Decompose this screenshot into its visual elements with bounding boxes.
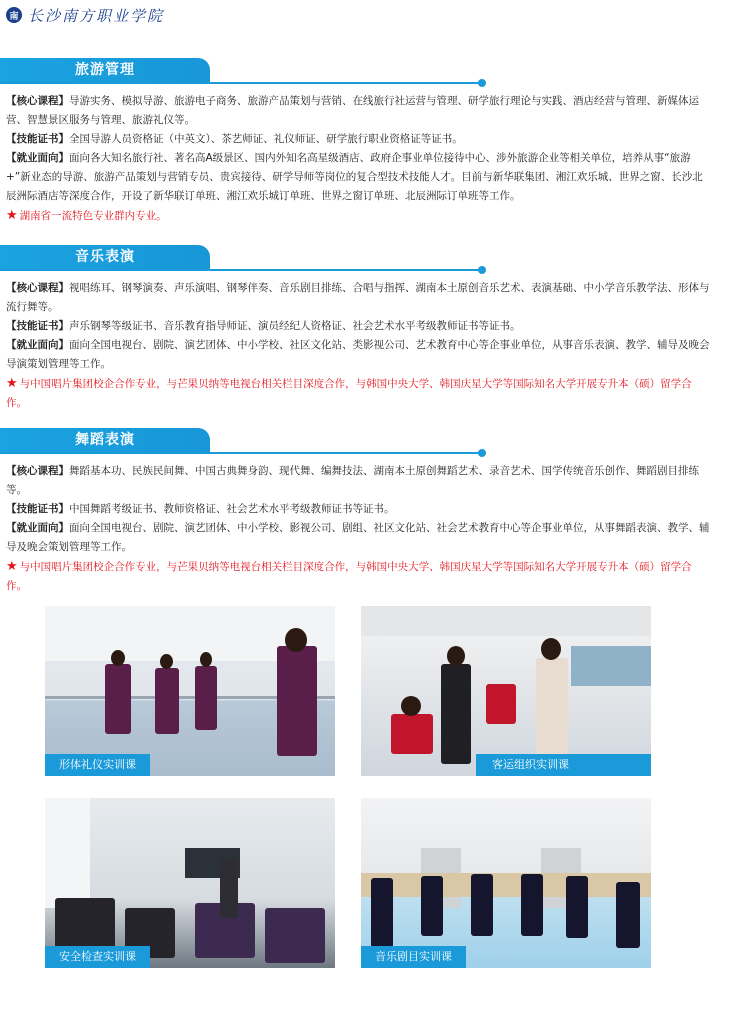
photo-passenger-service-training bbox=[361, 606, 651, 776]
skill-certificates: 【技能证书】声乐钢琴等级证书、音乐教育指导师证、演员经纪人资格证、社会艺术水平考级教师证书等证书。 bbox=[6, 320, 521, 332]
section-title-tab bbox=[0, 428, 210, 452]
highlight-note: ★ 与中国唱片集团校企合作专业，与芒果贝纳等电视台相关栏目深度合作，与韩国中央大学、韩国庆星大学等国际知名大学开展专升本（硕）留学合作。 bbox=[6, 376, 692, 409]
section-dance-performance bbox=[0, 428, 750, 596]
core-courses: 【核心课程】导游实务、模拟导游、旅游电子商务、旅游产品策划与营销、在线旅行社运营与管理、研学旅行理论与实践、酒店经营与管理、新媒体运营、智慧景区服务与管理、旅游礼仪等。 bbox=[6, 95, 699, 126]
divider-dot-icon bbox=[478, 266, 486, 274]
section-header bbox=[0, 58, 750, 84]
employment-direction: 【就业面向】面向全国电视台、剧院、演艺团体、中小学校、社区文化站、类影视公司、艺术教育中心等企事业单位，从事音乐表演、教学、辅导及晚会导演策划管理等工作。 bbox=[6, 339, 710, 370]
section-header bbox=[0, 245, 750, 271]
school-header bbox=[6, 4, 164, 26]
photo-caption: 音乐剧目实训课 bbox=[361, 946, 466, 968]
star-icon: ★ bbox=[6, 376, 18, 391]
section-title: 舞蹈表演 bbox=[75, 432, 135, 448]
section-title: 旅游管理 bbox=[75, 62, 135, 78]
section-music-performance bbox=[0, 245, 750, 413]
employment-direction: 【就业面向】面向全国电视台、剧院、演艺团体、中小学校、影视公司、剧组、社区文化站、社会艺术教育中心等企事业单位，从事舞蹈表演、教学、辅导及晚会策划管理等工作。 bbox=[6, 522, 710, 553]
photo-etiquette-training bbox=[45, 606, 335, 776]
core-courses: 【核心课程】视唱练耳、钢琴演奏、声乐演唱、钢琴伴奏、音乐剧目排练、合唱与指挥、湖南本土原创音乐艺术、表演基础、中小学音乐教学法、形体与流行舞等。 bbox=[6, 282, 710, 313]
divider-dot-icon bbox=[478, 449, 486, 457]
photo-caption: 形体礼仪实训课 bbox=[45, 754, 150, 776]
school-emblem-icon: 南 bbox=[6, 7, 22, 23]
highlight-note: ★ 湖南省一流特色专业群内专业。 bbox=[6, 208, 167, 223]
photo-caption: 安全检查实训课 bbox=[45, 946, 150, 968]
core-courses: 【核心课程】舞蹈基本功、民族民间舞、中国古典舞身韵、现代舞、编舞技法、湖南本土原创舞蹈艺术、录音艺术、国学传统音乐创作、舞蹈剧目排练等。 bbox=[6, 465, 699, 496]
school-name: 长沙南方职业学院 bbox=[28, 6, 165, 25]
photo-music-drama-training bbox=[361, 798, 651, 968]
employment-direction: 【就业面向】面向各大知名旅行社、著名高A级景区、国内外知名高星级酒店、政府企事业单位接待中心、涉外旅游企业等相关单位，培养从事“旅游+”新业态的导游、旅游产品策划与营销专员、贵宾接待、研学导师等岗位的复合型技术技能人才。目前与新华联集团、湘江欢乐城、世界之窗、长沙北辰洲际酒店等深度合作，开设了新华联订单班、湘江欢乐城订单班、世界之窗订单班、北辰洲际订单班等工作。 bbox=[6, 152, 703, 202]
section-title-tab bbox=[0, 58, 210, 82]
star-icon: ★ bbox=[6, 559, 18, 574]
section-divider bbox=[0, 452, 485, 454]
section-tourism-management bbox=[0, 58, 750, 226]
highlight-note: ★ 与中国唱片集团校企合作专业，与芒果贝纳等电视台相关栏目深度合作，与韩国中央大学、韩国庆星大学等国际知名大学开展专升本（硕）留学合作。 bbox=[6, 559, 692, 592]
skill-certificates: 【技能证书】中国舞蹈考级证书、教师资格证、社会艺术水平考级教师证书等证书。 bbox=[6, 503, 395, 515]
photo-caption: 客运组织实训课 bbox=[476, 754, 651, 776]
skill-certificates: 【技能证书】全国导游人员资格证（中英文）、茶艺师证、礼仪师证、研学旅行职业资格证等证书。 bbox=[6, 133, 463, 145]
section-divider bbox=[0, 82, 485, 84]
section-header bbox=[0, 428, 750, 454]
star-icon: ★ bbox=[6, 208, 18, 223]
section-divider bbox=[0, 269, 485, 271]
section-title: 音乐表演 bbox=[75, 249, 135, 265]
photo-security-check-training bbox=[45, 798, 335, 968]
section-title-tab bbox=[0, 245, 210, 269]
divider-dot-icon bbox=[478, 79, 486, 87]
